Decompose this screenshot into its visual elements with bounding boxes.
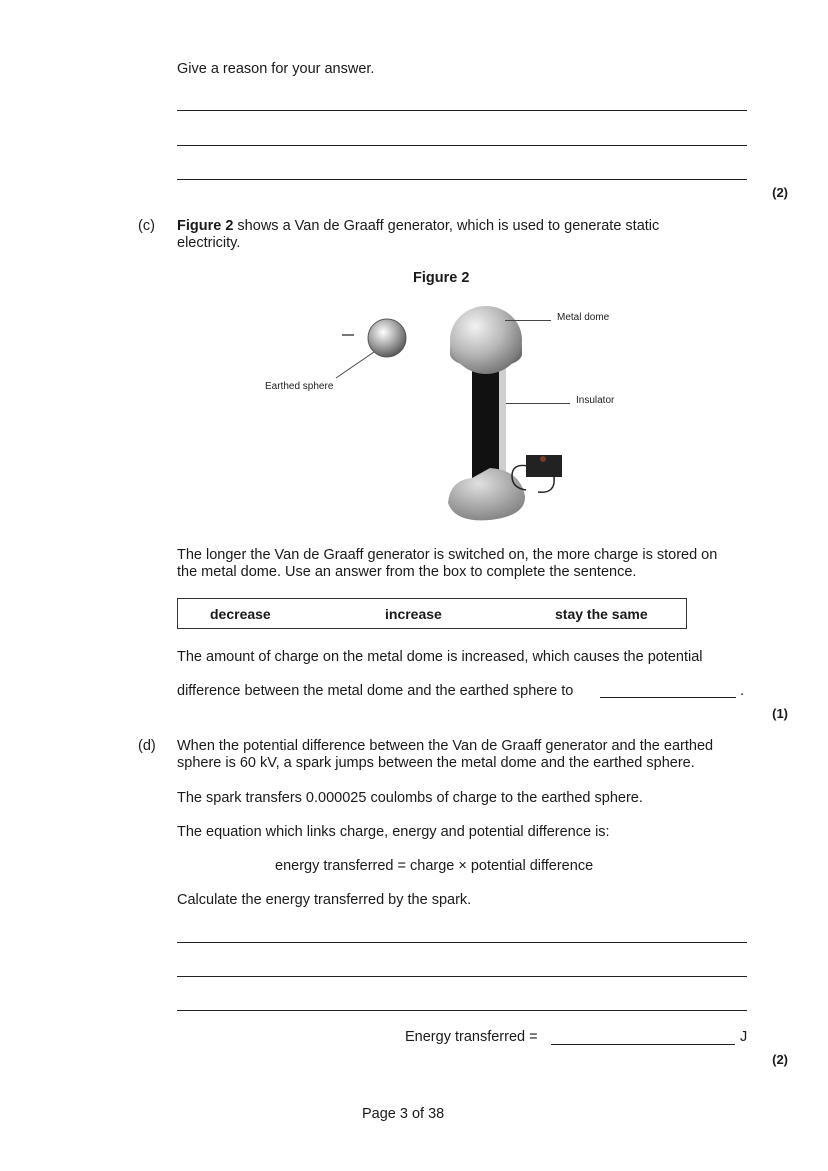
answer-line[interactable] xyxy=(177,179,747,180)
instruction-text: Give a reason for your answer. xyxy=(177,61,375,77)
page-number: Page 3 of 38 xyxy=(362,1106,445,1122)
answer-line[interactable] xyxy=(177,110,747,111)
earthed-sphere-label: Earthed sphere xyxy=(265,381,334,392)
answer-label: Energy transferred = xyxy=(405,1029,538,1045)
word-box xyxy=(177,598,687,629)
spark-text: The spark transfers 0.000025 coulombs of charge to the earthed sphere. xyxy=(177,790,643,806)
option-stay-the-same[interactable]: stay the same xyxy=(555,606,648,622)
answer-line[interactable] xyxy=(177,145,747,146)
question-d-line: sphere is 60 kV, a spark jumps between the metal dome and the earthed sphere. xyxy=(177,755,695,771)
marks-label: (1) xyxy=(772,706,788,721)
calculate-text: Calculate the energy transferred by the spark. xyxy=(177,892,472,908)
insulator-leader xyxy=(506,403,570,404)
question-label: (c) xyxy=(138,218,155,234)
question-d-text xyxy=(177,738,713,772)
insulator-label: Insulator xyxy=(576,395,615,406)
final-answer-line[interactable] xyxy=(551,1044,735,1045)
marks-label: (2) xyxy=(772,1052,788,1067)
sentence-end: . xyxy=(740,683,745,699)
sentence-line2: difference between the metal dome and the earthed sphere to xyxy=(177,683,574,699)
option-increase[interactable]: increase xyxy=(385,606,442,622)
question-d-line: When the potential difference between the Van de Graaff generator and the earthed xyxy=(177,738,714,754)
figure-title: Figure 2 xyxy=(413,270,470,286)
paragraph-line: The longer the Van de Graaff generator is switched on, the more charge is stored on xyxy=(177,547,718,563)
working-line[interactable] xyxy=(177,976,747,977)
equation: energy transferred = charge × potential difference xyxy=(275,858,594,874)
answer-unit: J xyxy=(740,1029,748,1045)
working-line[interactable] xyxy=(177,1010,747,1011)
question-intro xyxy=(177,218,659,252)
van-de-graaff-illustration xyxy=(250,298,630,528)
marks-label: (2) xyxy=(772,185,788,200)
metal-dome-label: Metal dome xyxy=(557,312,610,323)
working-line[interactable] xyxy=(177,942,747,943)
van-de-graaff-figure xyxy=(250,298,630,528)
equation-intro: The equation which links charge, energy and potential difference is: xyxy=(177,824,610,840)
option-decrease[interactable]: decrease xyxy=(210,606,271,622)
figure-reference: Figure 2 xyxy=(177,218,234,234)
intro-text: shows a Van de Graaff generator, which is used to generate static xyxy=(233,218,660,234)
paragraph xyxy=(177,547,717,581)
sentence-answer-line[interactable] xyxy=(600,697,736,698)
intro-text-line2: electricity. xyxy=(177,235,241,251)
metal-dome-leader xyxy=(505,320,551,321)
question-label: (d) xyxy=(138,738,156,754)
sentence-line1: The amount of charge on the metal dome is increased, which causes the potential xyxy=(177,649,703,665)
paragraph-line: the metal dome. Use an answer from the box to complete the sentence. xyxy=(177,564,637,580)
